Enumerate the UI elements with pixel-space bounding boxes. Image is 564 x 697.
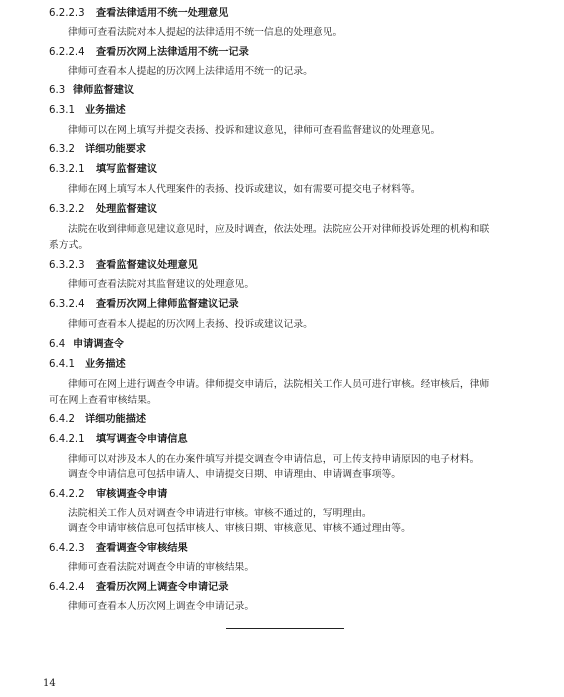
paragraph: 律师可查看本人提起的历次网上表扬、投诉或建议记录。 [68,319,313,330]
section-heading [49,542,188,555]
section-title: 处理监督建议 [96,204,158,215]
page-number: 14 [43,678,56,689]
paragraph: 律师可查看法院对其监督建议的处理意见。 [68,279,255,290]
section-heading [49,84,134,97]
section-number: 6.3.2.3 [49,260,85,271]
section-number: 6.3.2 [49,144,75,155]
paragraph: 调查令申请审核信息可包括审核人、审核日期、审核意见、审核不通过理由等。 [68,523,411,534]
paragraph: 法院在收到律师意见建议意见时，应及时调查，依法处理。法院应公开对律师投诉处理的机构和联 [68,224,490,235]
section-title: 查看历次网上律师监督建议记录 [96,299,239,310]
paragraph: 调查令申请信息可包括申请人、申请提交日期、申请理由、申请调查事项等。 [68,469,402,480]
section-heading [49,143,146,156]
section-number: 6.2.2.3 [49,8,85,19]
section-title: 详细功能要求 [85,144,147,155]
section-heading [49,259,198,272]
section-heading [49,104,126,117]
paragraph: 律师可以在网上填写并提交表扬、投诉和建议意见，律师可查看监督建议的处理意见。 [68,125,441,136]
section-title: 详细功能描述 [85,414,147,425]
paragraph: 律师可查看法院对本人提起的法律适用不统一信息的处理意见。 [68,27,343,38]
paragraph: 律师可查看法院对调查令申请的审核结果。 [68,562,255,573]
paragraph: 律师可以对涉及本人的在办案件填写并提交调查令申请信息，可上传支持申请原因的电子材料。 [68,454,480,465]
section-number: 6.3.2.1 [49,164,85,175]
section-heading [49,203,157,216]
end-rule [226,628,344,629]
section-heading [49,581,228,594]
section-number: 6.3 [49,85,66,96]
paragraph-continuation: 系方式。 [49,240,89,251]
section-title: 填写监督建议 [96,164,158,175]
section-number: 6.3.2.4 [49,299,85,310]
paragraph: 律师在网上填写本人代理案件的表扬、投诉或建议，如有需要可提交电子材料等。 [68,184,421,195]
section-title: 查看法律适用不统一处理意见 [96,8,229,19]
section-number: 6.2.2.4 [49,47,85,58]
section-number: 6.4.2.4 [49,582,85,593]
paragraph: 法院相关工作人员对调查令申请进行审核。审核不通过的，写明理由。 [68,508,372,519]
paragraph: 律师可查看本人提起的历次网上法律适用不统一的记录。 [68,66,313,77]
section-title: 查看历次网上法律适用不统一记录 [96,47,249,58]
section-number: 6.4.2.2 [49,489,85,500]
section-number: 6.4 [49,339,66,350]
section-number: 6.4.2.3 [49,543,85,554]
section-number: 6.4.2.1 [49,434,85,445]
section-heading [49,46,249,59]
section-heading [49,338,124,351]
section-heading [49,488,167,501]
paragraph: 律师可查看本人历次网上调查令申请记录。 [68,601,255,612]
section-heading [49,7,228,20]
section-title: 审核调查令申请 [96,489,168,500]
section-heading [49,433,188,446]
section-heading [49,163,157,176]
section-heading [49,298,239,311]
section-title: 查看监督建议处理意见 [96,260,198,271]
section-heading [49,358,126,371]
section-title: 申请调查令 [73,339,124,350]
section-title: 律师监督建议 [73,85,135,96]
section-title: 业务描述 [85,105,126,116]
paragraph-continuation: 可在网上查看审核结果。 [49,395,157,406]
section-number: 6.4.1 [49,359,75,370]
section-title: 查看调查令审核结果 [96,543,188,554]
section-number: 6.4.2 [49,414,75,425]
section-title: 填写调查令申请信息 [96,434,188,445]
paragraph: 律师可在网上进行调查令申请。律师提交申请后，法院相关工作人员可进行审核。经审核后，律师 [68,379,490,390]
section-title: 业务描述 [85,359,126,370]
section-number: 6.3.1 [49,105,75,116]
section-heading [49,413,146,426]
section-number: 6.3.2.2 [49,204,85,215]
section-title: 查看历次网上调查令申请记录 [96,582,229,593]
